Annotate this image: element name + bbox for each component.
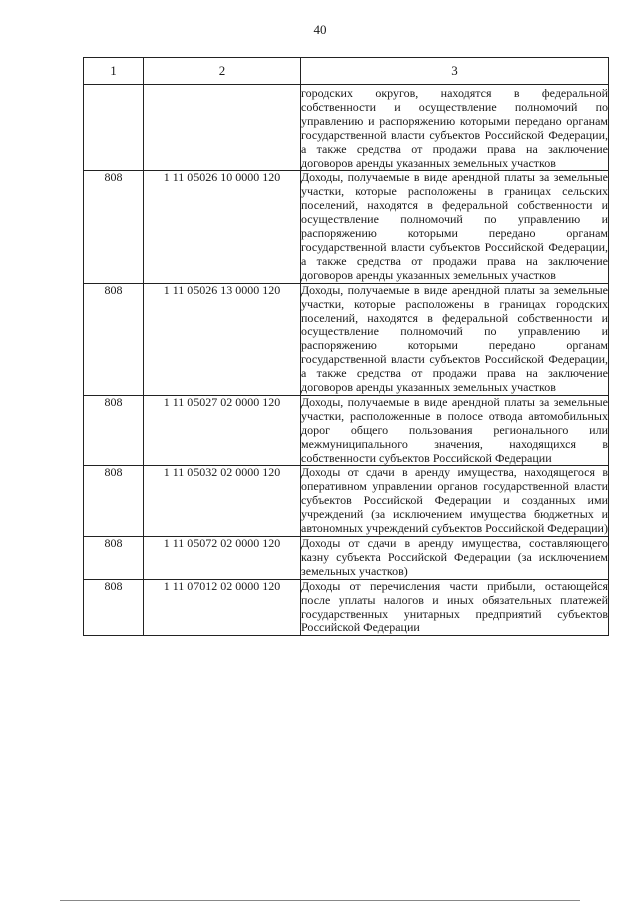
kbk-code-cell: 1 11 05072 02 0000 120 xyxy=(144,537,301,580)
description-cell: Доходы, получаемые в виде арендной платы за земельные участки, расположенные в полосе отвода автомобильных дорог общего пользования регионального или межмуниципального значения, находящихся в собственности субъектов Российской Федерации xyxy=(301,394,608,465)
kbk-code-cell xyxy=(144,85,301,171)
admin-code-cell: 808 xyxy=(84,283,144,395)
kbk-code-cell: 1 11 05027 02 0000 120 xyxy=(144,395,301,466)
page-number: 40 xyxy=(313,22,327,37)
table-header-row xyxy=(84,58,609,85)
table-body xyxy=(84,85,609,636)
admin-code-cell xyxy=(84,85,144,171)
table-row xyxy=(84,395,609,466)
column-header-2: 2 xyxy=(144,58,301,85)
revenue-codes-table xyxy=(83,57,609,636)
description-cell: городских округов, находятся в федеральной собственности и осуществление полномочий по управлению и распоряжению которыми передано органам государственной власти субъектов Российской Федерации, а также средства от продажи права на заключение договоров аренды указанных земельных участков xyxy=(301,86,608,170)
description-cell: Доходы от перечисления части прибыли, остающейся после уплаты налогов и иных обязательных платежей государственных унитарных предприятий субъектов Российской Федерации xyxy=(301,578,608,635)
table-row xyxy=(84,537,609,580)
column-header-3: 3 xyxy=(301,58,609,85)
description-cell: Доходы, получаемые в виде арендной платы за земельные участки, которые расположены в границах сельских поселений, находятся в федеральной собственности и осуществление полномочий по управлению и распоряжению которыми передано органам государственной власти субъектов Российской Федерации, а также средства от продажи права на заключение договоров аренды указанных земельных участков xyxy=(301,170,608,282)
kbk-code-cell: 1 11 07012 02 0000 120 xyxy=(144,579,301,636)
table-row xyxy=(84,171,609,283)
description-cell: Доходы от сдачи в аренду имущества, составляющего казну субъекта Российской Федерации (за исключением земельных участков) xyxy=(301,536,608,578)
admin-code-cell: 808 xyxy=(84,395,144,466)
admin-code-cell: 808 xyxy=(84,466,144,537)
page-bottom-divider xyxy=(60,900,580,901)
kbk-code-cell: 1 11 05026 10 0000 120 xyxy=(144,171,301,283)
column-header-1: 1 xyxy=(84,58,144,85)
admin-code-cell: 808 xyxy=(84,537,144,580)
table-row-continued xyxy=(84,85,609,171)
admin-code-cell: 808 xyxy=(84,171,144,283)
table-row xyxy=(84,466,609,537)
kbk-code-cell: 1 11 05026 13 0000 120 xyxy=(144,283,301,395)
description-cell: Доходы от сдачи в аренду имущества, находящегося в оперативном управлении органов государственной власти субъектов Российской Федерации и созданных ими учреждений (за исключением имущества бюджетных и автономных учреждений субъектов Российской Федерации) xyxy=(301,465,608,536)
admin-code-cell: 808 xyxy=(84,579,144,636)
table-row xyxy=(84,283,609,395)
kbk-code-cell: 1 11 05032 02 0000 120 xyxy=(144,466,301,537)
description-cell: Доходы, получаемые в виде арендной платы за земельные участки, которые расположены в границах городских поселений, находятся в федеральной собственности и осуществление полномочий по управлению и распоряжению которыми передано органам государственной власти субъектов Российской Федерации, а также средства от продажи права на заключение договоров аренды указанных земельных участков xyxy=(301,282,608,395)
table-row xyxy=(84,579,609,636)
